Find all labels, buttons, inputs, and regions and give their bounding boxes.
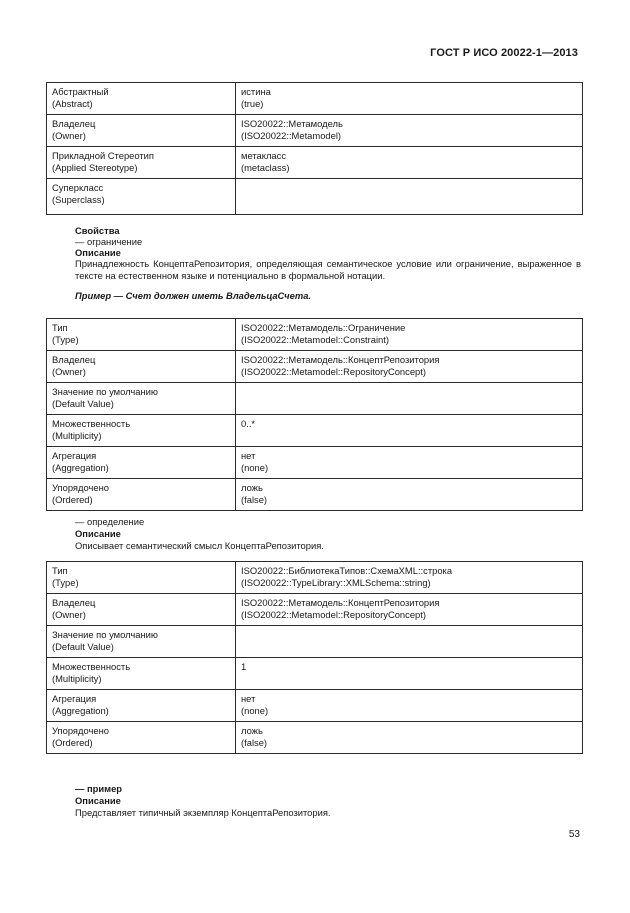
table-row — [47, 562, 583, 594]
property-value: истина (true) — [236, 83, 583, 115]
property-item: — ограничение — [75, 236, 143, 247]
description-label: Описание — [75, 247, 121, 258]
property-value: ложь (false) — [236, 722, 583, 754]
property-name: Множественность (Multiplicity) — [47, 415, 236, 447]
property-value: нет (none) — [236, 690, 583, 722]
property-value — [236, 179, 583, 215]
property-name: Суперкласс (Superclass) — [47, 179, 236, 215]
table-row — [47, 722, 583, 754]
table-row — [47, 115, 583, 147]
property-name: Упорядочено (Ordered) — [47, 722, 236, 754]
property-name: Абстрактный (Abstract) — [47, 83, 236, 115]
property-name: Владелец (Owner) — [47, 351, 236, 383]
property-item: — пример — [75, 783, 123, 794]
example-text: Пример — Счет должен иметь ВладельцаСчета. — [75, 290, 312, 301]
table-row — [47, 83, 583, 115]
table-row — [47, 415, 583, 447]
property-value — [236, 383, 583, 415]
table-row — [47, 690, 583, 722]
property-name: Тип (Type) — [47, 562, 236, 594]
property-value: ISO20022::Метамодель::Ограничение (ISO20022::Metamodel::Constraint) — [236, 319, 583, 351]
property-value: ISO20022::БиблиотекаТипов::СхемаXML::строка (ISO20022::TypeLibrary::XMLSchema::string) — [236, 562, 583, 594]
property-value: нет (none) — [236, 447, 583, 479]
property-name: Значение по умолчанию (Default Value) — [47, 383, 236, 415]
section-heading: Свойства — [75, 225, 120, 236]
table-row — [47, 479, 583, 511]
property-name: Упорядочено (Ordered) — [47, 479, 236, 511]
property-name: Тип (Type) — [47, 319, 236, 351]
property-name: Владелец (Owner) — [47, 594, 236, 626]
table-row — [47, 383, 583, 415]
property-item: — определение — [75, 516, 145, 527]
property-name: Агрегация (Aggregation) — [47, 447, 236, 479]
description-text: Описывает семантический смысл КонцептаРепозитория. — [75, 540, 324, 551]
property-name: Значение по умолчанию (Default Value) — [47, 626, 236, 658]
document-header: ГОСТ Р ИСО 20022-1—2013 — [430, 47, 578, 59]
table-row — [47, 658, 583, 690]
property-value — [236, 626, 583, 658]
table-row — [47, 594, 583, 626]
property-value: ложь (false) — [236, 479, 583, 511]
description-text: Принадлежность КонцептаРепозитория, определяющая семантическое условие или ограничение, выраженное в тексте на естественном языке и потенциально в формальной нотации. — [75, 258, 581, 281]
property-name: Множественность (Multiplicity) — [47, 658, 236, 690]
table-row — [47, 147, 583, 179]
properties-table-3 — [46, 561, 583, 754]
property-value: ISO20022::Метамодель (ISO20022::Metamodel) — [236, 115, 583, 147]
table-row — [47, 626, 583, 658]
table-row — [47, 447, 583, 479]
property-name: Владелец (Owner) — [47, 115, 236, 147]
property-value: 0..* — [236, 415, 583, 447]
property-value: ISO20022::Метамодель::КонцептРепозитория (ISO20022::Metamodel::RepositoryConcept) — [236, 594, 583, 626]
page-number: 53 — [568, 829, 580, 840]
property-value: метакласс (metaclass) — [236, 147, 583, 179]
table-row — [47, 351, 583, 383]
properties-table-2 — [46, 318, 583, 511]
description-label: Описание — [75, 528, 121, 539]
property-name: Агрегация (Aggregation) — [47, 690, 236, 722]
table-row — [47, 179, 583, 215]
properties-table-1 — [46, 82, 583, 215]
property-name: Прикладной Стереотип (Applied Stereotype) — [47, 147, 236, 179]
description-text: Представляет типичный экземпляр КонцептаРепозитория. — [75, 807, 331, 818]
description-label: Описание — [75, 795, 121, 806]
table-row — [47, 319, 583, 351]
property-value: 1 — [236, 658, 583, 690]
property-value: ISO20022::Метамодель::КонцептРепозитория (ISO20022::Metamodel::RepositoryConcept) — [236, 351, 583, 383]
